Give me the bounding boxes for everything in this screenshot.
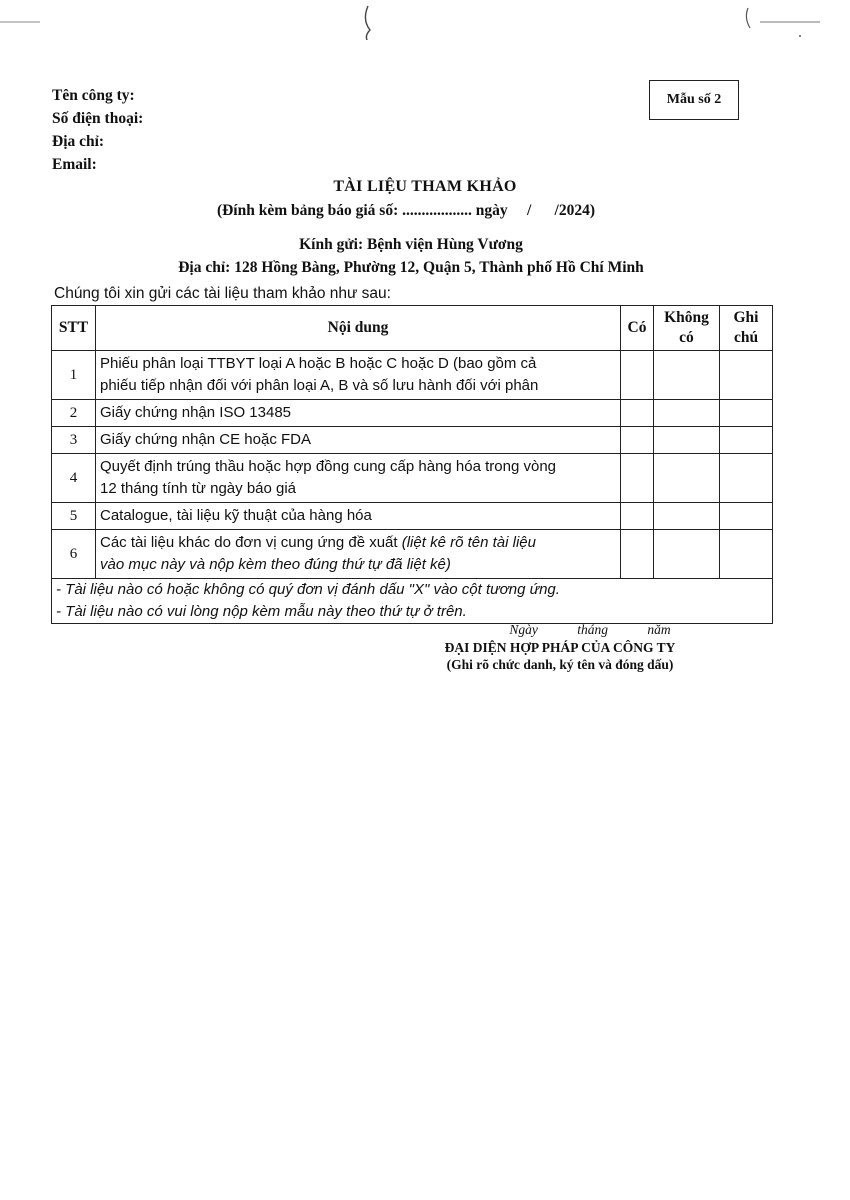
yes-checkbox-cell[interactable] <box>621 530 654 579</box>
header-note-line2: chú <box>733 329 759 346</box>
table-row <box>52 400 773 427</box>
row-content-line: Phiếu phân loại TTBYT loại A hoặc B hoặc C hoặc D (bao gồm cả <box>100 355 537 372</box>
row-content <box>96 351 621 400</box>
scan-artifact-marks <box>0 0 850 40</box>
row-stt: 4 <box>52 454 96 503</box>
row-content-line: 12 tháng tính từ ngày báo giá <box>100 480 297 497</box>
company-email-label: Email: <box>52 156 97 173</box>
row-stt: 6 <box>52 530 96 579</box>
note-cell[interactable] <box>720 427 773 454</box>
header-content: Nội dung <box>96 306 621 351</box>
signature-day-label: Ngày <box>509 622 538 637</box>
footnote-line: - Tài liệu nào có vui lòng nộp kèm mẫu này theo thứ tự ở trên. <box>56 603 467 620</box>
row-content: Giấy chứng nhận CE hoặc FDA <box>96 427 621 454</box>
company-address-label: Địa chỉ: <box>52 133 105 150</box>
yes-checkbox-cell[interactable] <box>621 400 654 427</box>
form-number-label: Mẫu số 2 <box>666 92 722 107</box>
row-content-line: phiếu tiếp nhận đối với phân loại A, B và số lưu hành đối với phân <box>100 377 539 394</box>
no-checkbox-cell[interactable] <box>654 351 720 400</box>
signature-role: ĐẠI DIỆN HỢP PHÁP CỦA CÔNG TY <box>444 640 676 655</box>
no-checkbox-cell[interactable] <box>654 400 720 427</box>
header-no-line1: Không <box>664 309 709 326</box>
header-note <box>720 306 773 351</box>
yes-checkbox-cell[interactable] <box>621 427 654 454</box>
yes-checkbox-cell[interactable] <box>621 503 654 530</box>
yes-checkbox-cell[interactable] <box>621 454 654 503</box>
table-footnote-row <box>52 579 773 624</box>
header-no-line2: có <box>679 329 694 346</box>
note-cell[interactable] <box>720 530 773 579</box>
signature-instruction: (Ghi rõ chức danh, ký tên và đóng dấu) <box>446 657 674 672</box>
header-stt: STT <box>52 306 96 351</box>
header-yes: Có <box>621 306 654 351</box>
note-cell[interactable] <box>720 503 773 530</box>
table-row <box>52 454 773 503</box>
signature-year-label: năm <box>647 622 671 637</box>
table-row <box>52 530 773 579</box>
footnote-line: - Tài liệu nào có hoặc không có quý đơn vị đánh dấu "X" vào cột tương ứng. <box>56 581 560 598</box>
row-content-line: Quyết định trúng thầu hoặc hợp đồng cung cấp hàng hóa trong vòng <box>100 458 557 475</box>
intro-text: Chúng tôi xin gửi các tài liệu tham khảo như sau: <box>54 285 391 302</box>
signature-date-line <box>400 622 720 638</box>
row-content: Catalogue, tài liệu kỹ thuật của hàng hóa <box>96 503 621 530</box>
row-content <box>96 454 621 503</box>
table-header-row <box>52 306 773 351</box>
yes-checkbox-cell[interactable] <box>621 351 654 400</box>
no-checkbox-cell[interactable] <box>654 503 720 530</box>
row-content <box>96 530 621 579</box>
header-no <box>654 306 720 351</box>
recipient-line: Kính gửi: Bệnh viện Hùng Vương <box>299 236 523 253</box>
row-content-note: (liệt kê rõ tên tài liệu <box>401 534 536 551</box>
signature-month-label: tháng <box>577 622 608 637</box>
recipient-address: Địa chỉ: 128 Hồng Bàng, Phường 12, Quận 5, Thành phố Hồ Chí Minh <box>178 259 644 276</box>
no-checkbox-cell[interactable] <box>654 530 720 579</box>
row-content-text: Các tài liệu khác do đơn vị cung ứng đề xuất <box>100 534 402 551</box>
row-content: Giấy chứng nhận ISO 13485 <box>96 400 621 427</box>
row-stt: 3 <box>52 427 96 454</box>
form-number-box <box>649 80 739 120</box>
header-note-line1: Ghi <box>733 309 759 326</box>
document-checklist-table <box>51 305 773 624</box>
quote-reference: (Đính kèm bảng báo giá số: .................. ngày / /2024) <box>216 202 596 219</box>
company-phone-label: Số điện thoại: <box>52 110 144 127</box>
row-content-note: vào mục này và nộp kèm theo đúng thứ tự đã liệt kê) <box>100 556 451 573</box>
company-name-label: Tên công ty: <box>52 87 135 104</box>
no-checkbox-cell[interactable] <box>654 427 720 454</box>
row-stt: 5 <box>52 503 96 530</box>
row-stt: 1 <box>52 351 96 400</box>
footnote-cell <box>52 579 773 624</box>
document-title: TÀI LIỆU THAM KHẢO <box>333 178 517 195</box>
table-row <box>52 427 773 454</box>
table-row <box>52 351 773 400</box>
note-cell[interactable] <box>720 454 773 503</box>
note-cell[interactable] <box>720 400 773 427</box>
company-info <box>52 84 143 176</box>
row-content-line <box>100 532 616 554</box>
row-stt: 2 <box>52 400 96 427</box>
no-checkbox-cell[interactable] <box>654 454 720 503</box>
table-row <box>52 503 773 530</box>
note-cell[interactable] <box>720 351 773 400</box>
